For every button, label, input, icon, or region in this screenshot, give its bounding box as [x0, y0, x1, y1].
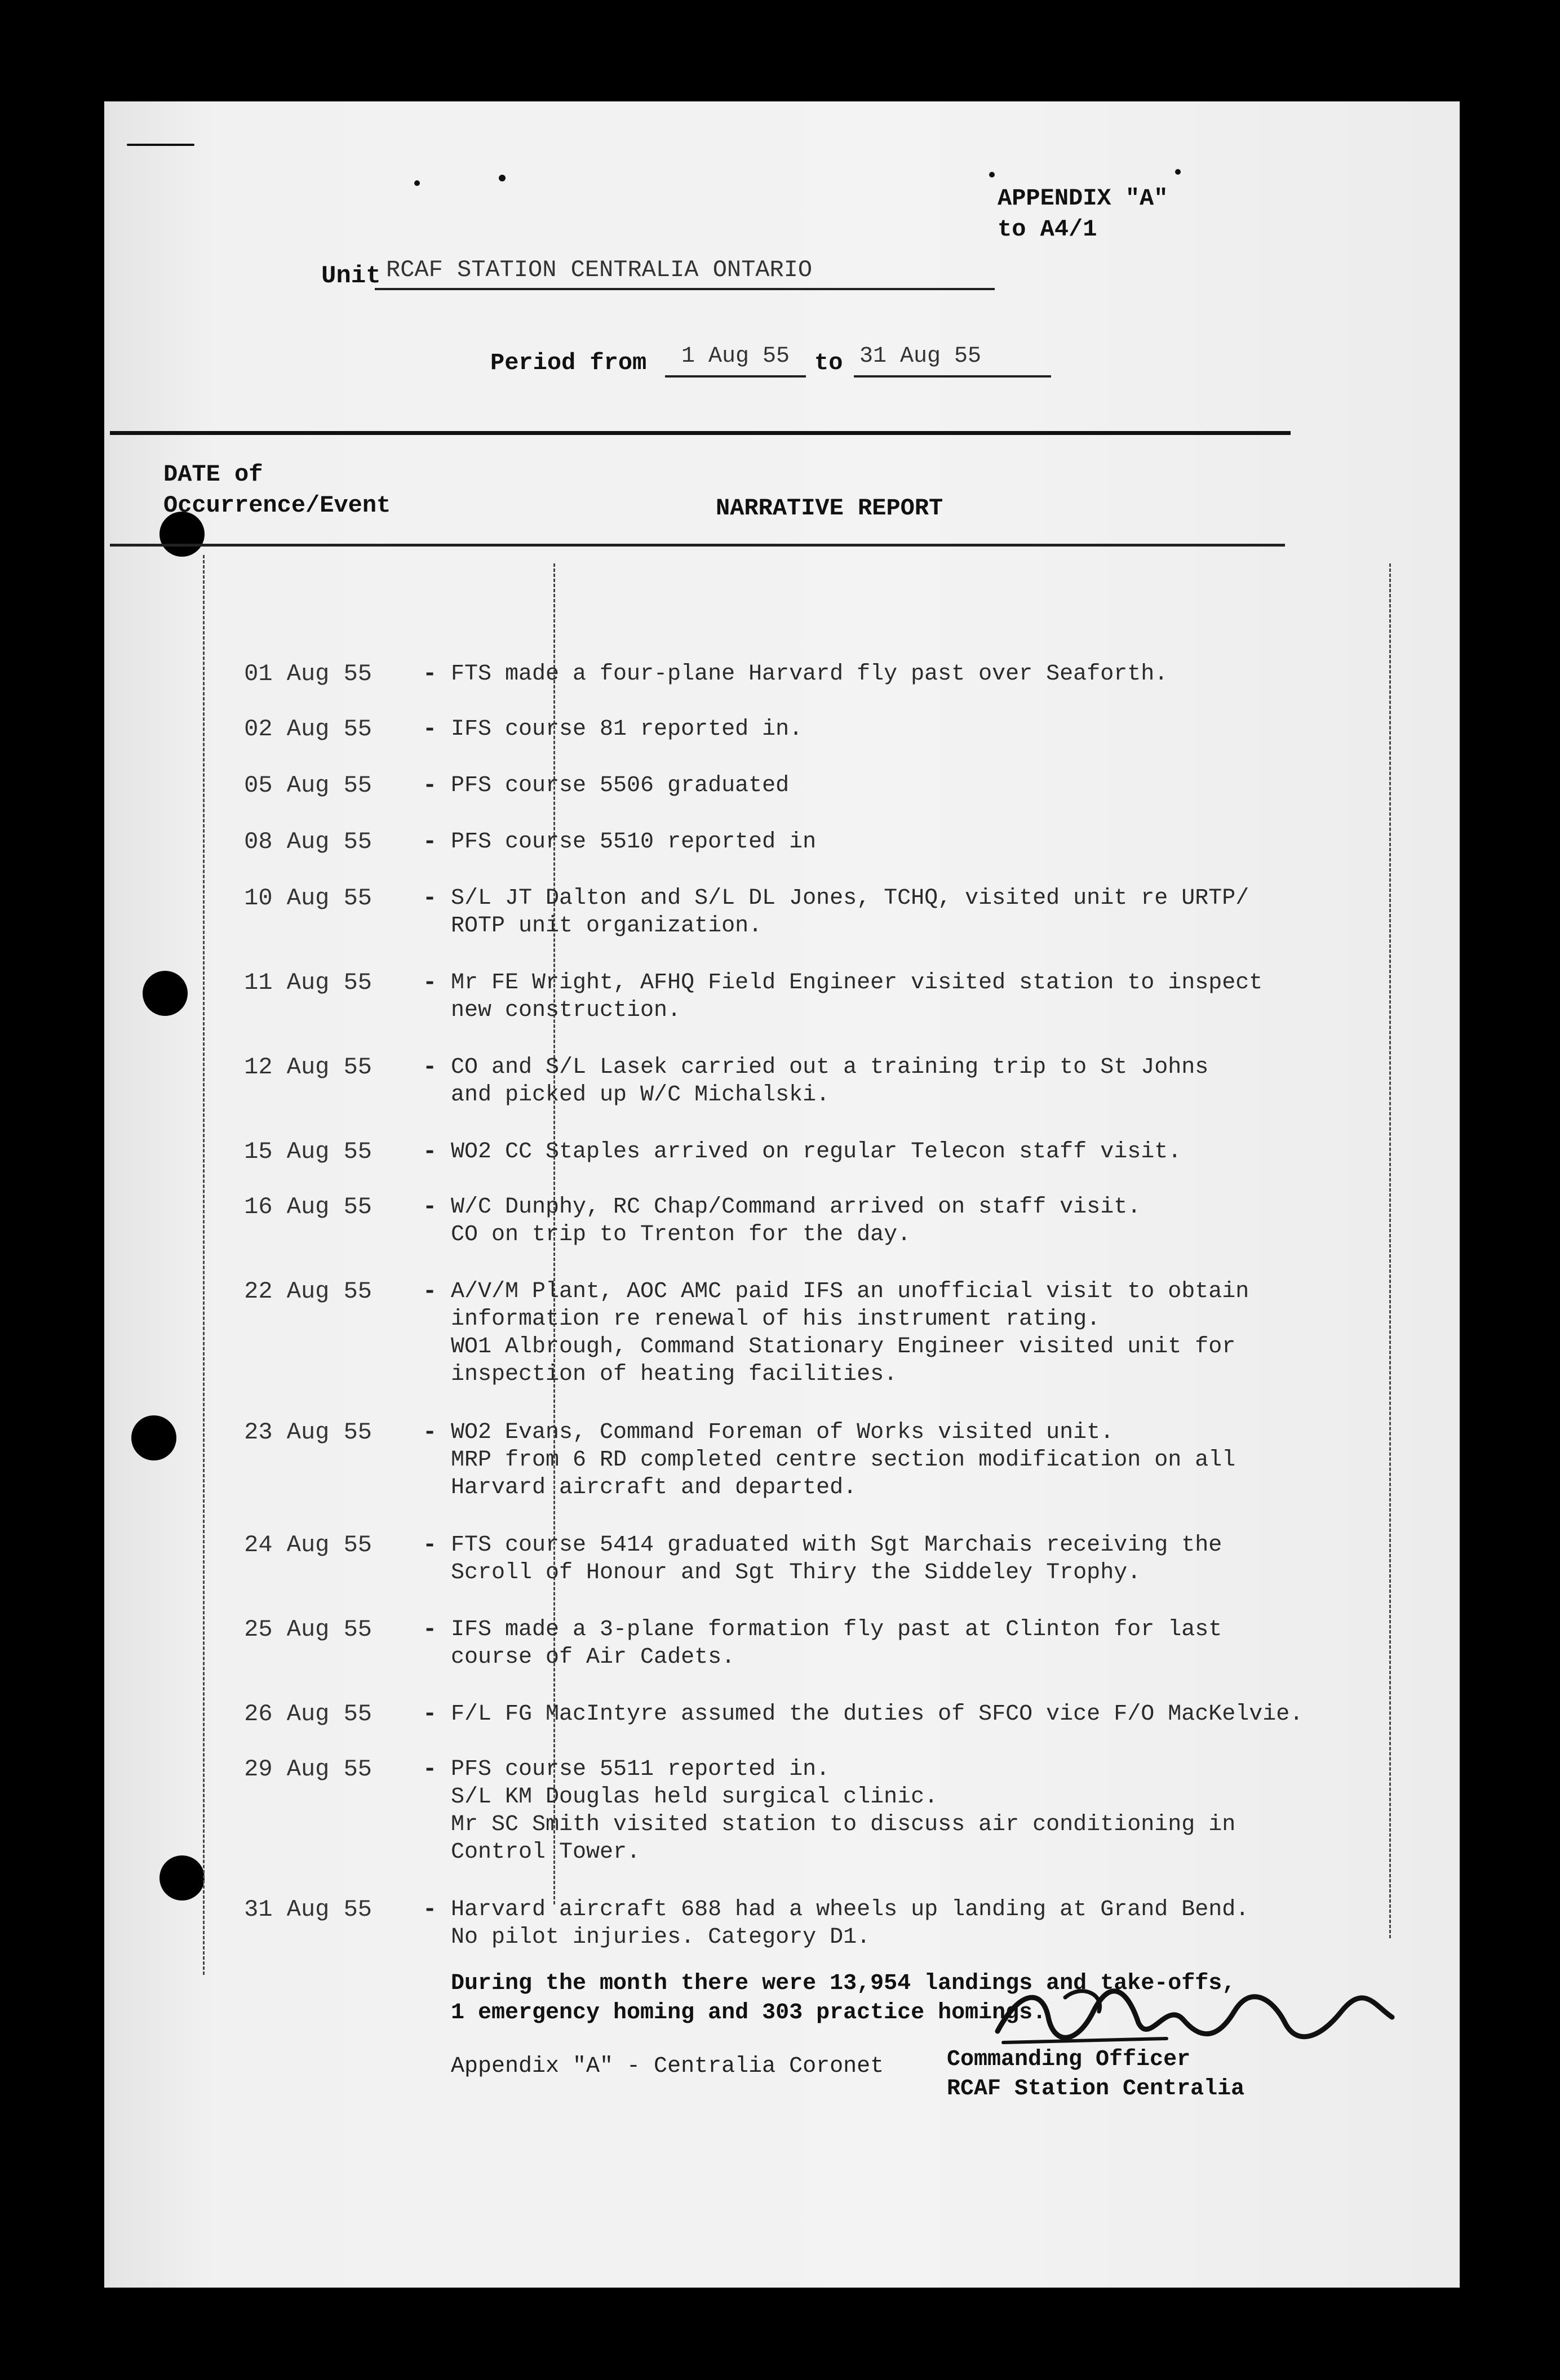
appendix-header	[998, 183, 1168, 245]
period-to-value: 31 Aug 55	[854, 344, 1051, 378]
unit-label: Unit	[321, 262, 381, 290]
header-narrative: NARRATIVE REPORT	[716, 495, 943, 522]
signature-image	[981, 1978, 1409, 2057]
table-right-border	[1389, 563, 1391, 1938]
row-date: 26 Aug 55	[244, 1700, 372, 1728]
row-text: IFS course 81 reported in.	[451, 717, 803, 742]
period-from-value: 1 Aug 55	[665, 344, 806, 378]
punch-hole	[131, 1415, 176, 1460]
row-text: PFS course 5506 graduated	[451, 773, 790, 798]
row-date: 15 Aug 55	[244, 1138, 372, 1165]
row-text: Harvard aircraft 688 had a wheels up landing at Grand Bend. No pilot injuries. Category D1.	[451, 1897, 1249, 1950]
scan-speck	[499, 175, 506, 181]
scan-speck	[1175, 169, 1181, 175]
row-text: FTS made a four-plane Harvard fly past over Seaforth.	[451, 661, 1168, 687]
row-text: WO2 CC Staples arrived on regular Telecon staff visit.	[451, 1139, 1182, 1165]
unit-value: RCAF STATION CENTRALIA ONTARIO	[375, 256, 995, 290]
row-text: Mr FE Wright, AFHQ Field Engineer visited station to inspect new construction.	[451, 970, 1263, 1023]
punch-hole	[159, 1855, 205, 1901]
table-header-rule	[110, 544, 1285, 547]
appendix-line: to A4/1	[998, 216, 1097, 243]
row-text: W/C Dunphy, RC Chap/Command arrived on staff visit. CO on trip to Trenton for the day.	[451, 1195, 1141, 1247]
row-text: WO2 Evans, Command Foreman of Works visited unit. MRP from 6 RD completed centre section modification on all Harvard aircraft and departed.	[451, 1420, 1236, 1500]
row-text: S/L JT Dalton and S/L DL Jones, TCHQ, visited unit re URTP/ ROTP unit organization.	[451, 886, 1249, 939]
row-date: 10 Aug 55	[244, 885, 372, 912]
scan-mark	[127, 144, 194, 146]
row-date: 22 Aug 55	[244, 1278, 372, 1305]
row-text: PFS course 5511 reported in. S/L KM Douglas held surgical clinic. Mr SC Smith visited station to discuss air conditioning in Control Tower.	[451, 1757, 1236, 1865]
row-text: F/L FG MacIntyre assumed the duties of SFCO vice F/O MacKelvie.	[451, 1702, 1304, 1727]
punch-hole	[143, 971, 188, 1016]
period-label: Period from	[490, 349, 647, 376]
header-date	[163, 459, 391, 521]
appendix-note: Appendix "A" - Centralia Coronet	[451, 2054, 884, 2079]
table-top-rule	[110, 431, 1291, 435]
scan-speck	[989, 172, 995, 177]
header-date-line: DATE of	[163, 461, 263, 488]
row-date: 12 Aug 55	[244, 1054, 372, 1081]
scan-speck	[414, 180, 420, 186]
monthly-summary: During the month there were 13,954 landings and take-offs, 1 emergency homing and 303 practice homings.	[451, 1971, 1236, 2026]
appendix-line: APPENDIX "A"	[998, 185, 1168, 212]
row-text: CO and S/L Lasek carried out a training trip to St Johns and picked up W/C Michalski.	[451, 1055, 1209, 1108]
header-date-line: Occurrence/Event	[163, 492, 391, 519]
row-date: 05 Aug 55	[244, 772, 372, 799]
row-date: 08 Aug 55	[244, 828, 372, 855]
row-text: FTS course 5414 graduated with Sgt Marchais receiving the Scroll of Honour and Sgt Thiry the Siddeley Trophy.	[451, 1533, 1222, 1586]
signature-block	[947, 2045, 1244, 2104]
row-date: 25 Aug 55	[244, 1616, 372, 1643]
row-date: 16 Aug 55	[244, 1193, 372, 1220]
row-date: 31 Aug 55	[244, 1896, 372, 1923]
row-text: A/V/M Plant, AOC AMC paid IFS an unofficial visit to obtain information re renewal of his instrument rating. WO1 Albrough, Command Stationary Engineer visited unit for inspection of heating facilities.	[451, 1279, 1249, 1387]
period-to-label: to	[814, 349, 843, 376]
signature-line: RCAF Station Centralia	[947, 2076, 1245, 2102]
row-date: 01 Aug 55	[244, 660, 372, 687]
signature-line: Commanding Officer	[947, 2047, 1191, 2072]
row-text: PFS course 5510 reported in	[451, 829, 817, 855]
row-date: 23 Aug 55	[244, 1419, 372, 1446]
row-date: 29 Aug 55	[244, 1756, 372, 1783]
row-date: 02 Aug 55	[244, 716, 372, 743]
row-date: 11 Aug 55	[244, 969, 372, 996]
row-text: IFS made a 3-plane formation fly past at Clinton for last course of Air Cadets.	[451, 1617, 1222, 1670]
row-date: 24 Aug 55	[244, 1531, 372, 1558]
